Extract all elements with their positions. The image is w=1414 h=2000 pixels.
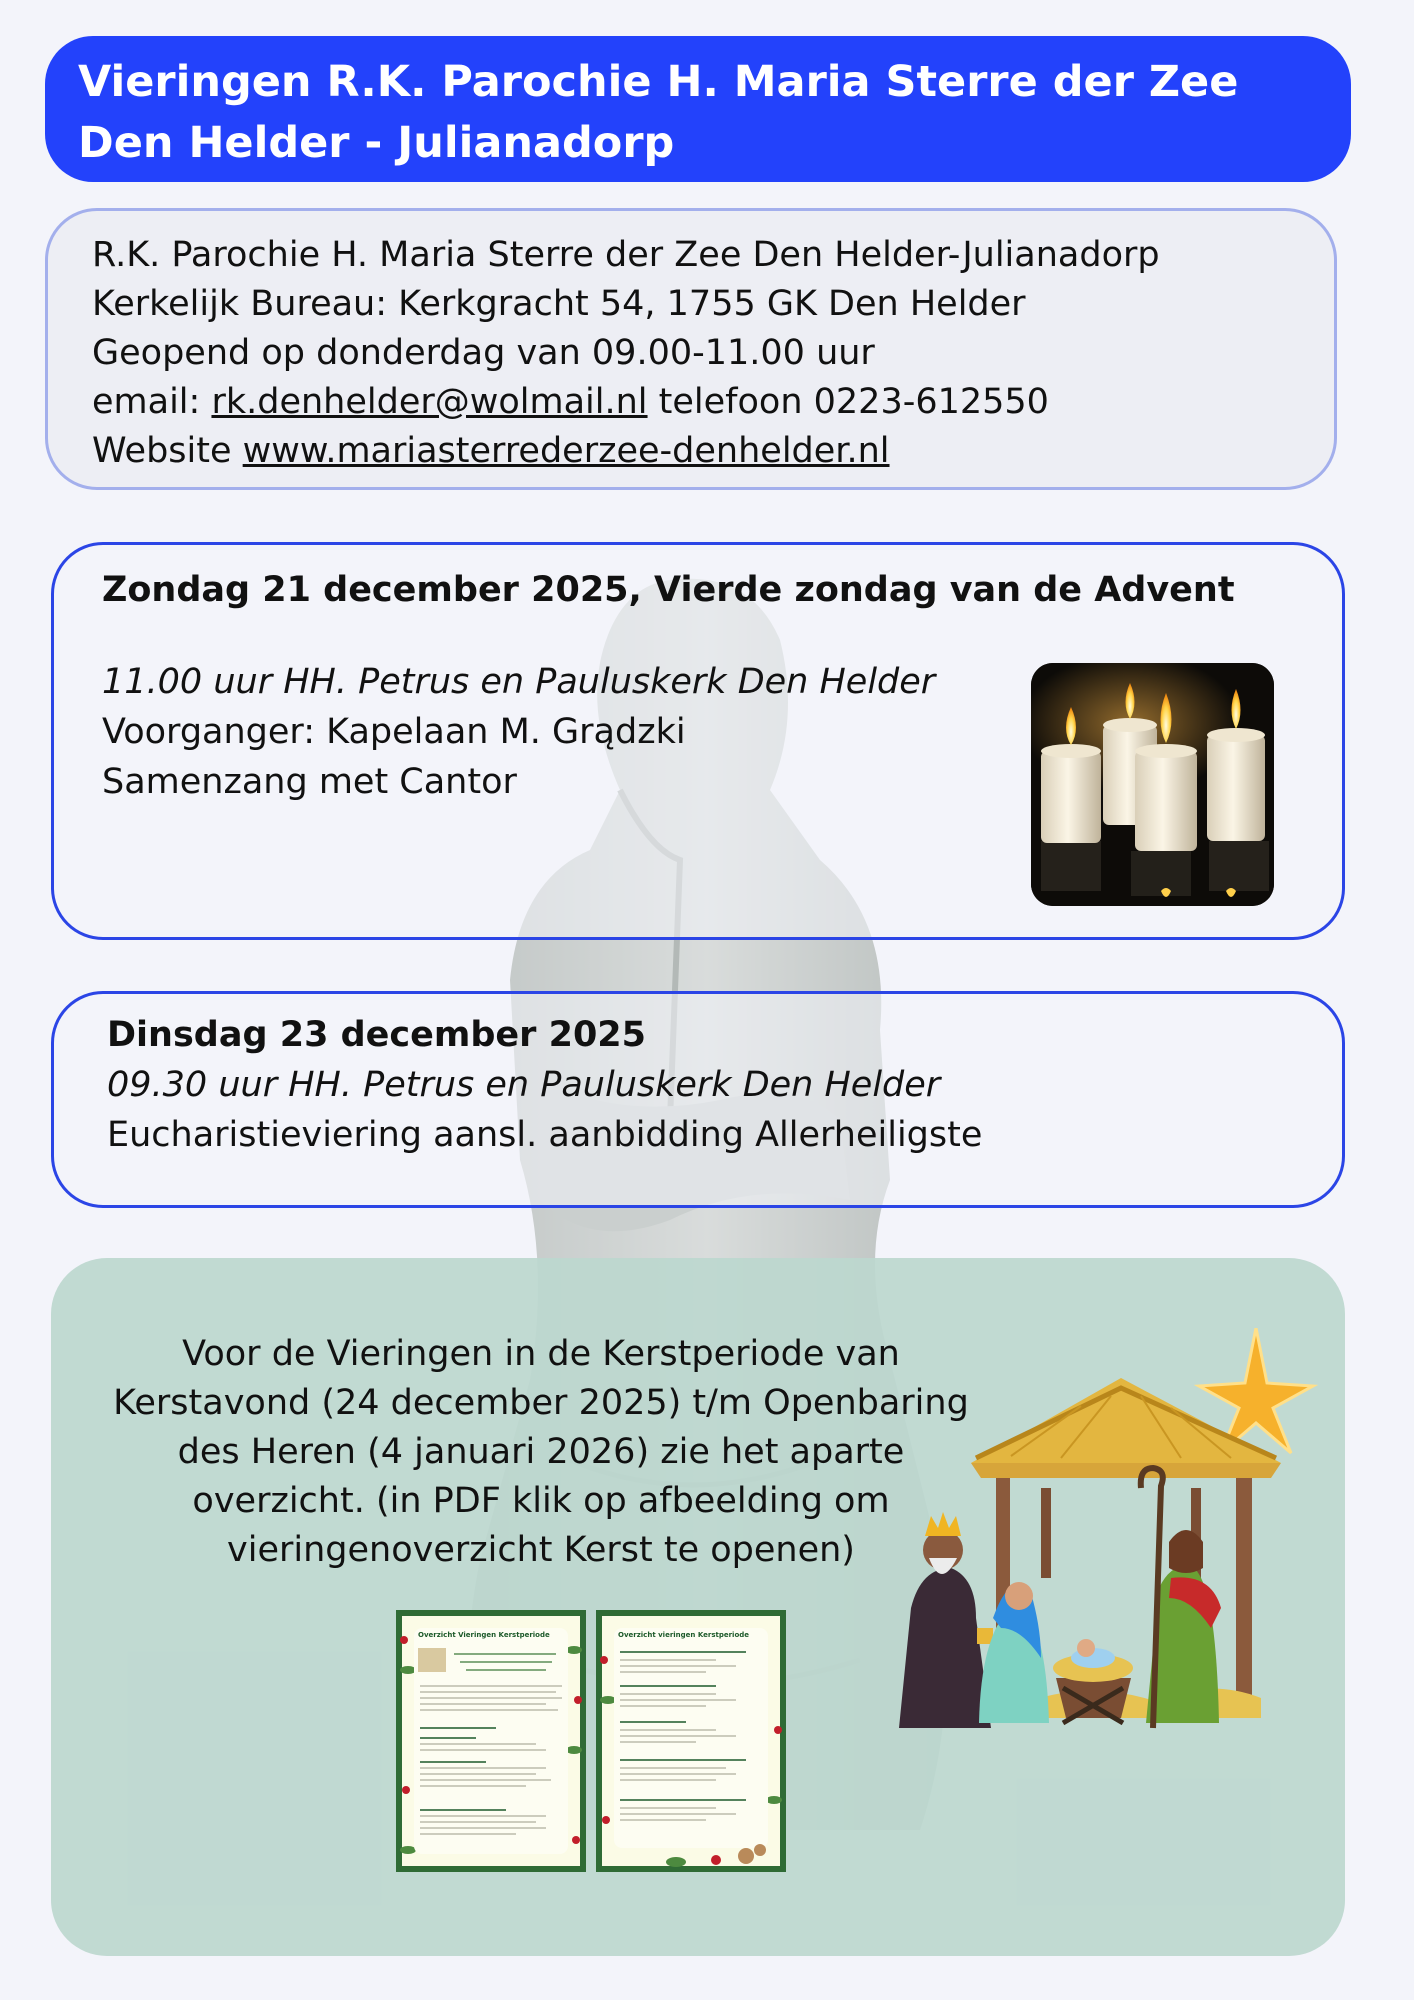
email-label: email: <box>92 382 212 422</box>
event-description: Eucharistieviering aansl. aanbidding Allerheiligste <box>107 1115 983 1155</box>
christmas-overview-panel <box>51 1258 1345 1956</box>
christmas-schedule-thumbnail-2[interactable] <box>596 1610 786 1872</box>
office-hours: Geopend op donderdag van 09.00-11.00 uur <box>92 333 875 373</box>
event-time-place: 11.00 uur HH. Petrus en Pauluskerk Den Helder <box>102 662 936 702</box>
office-address: Kerkelijk Bureau: Kerkgracht 54, 1755 GK Den Helder <box>92 284 1026 324</box>
christmas-notice-line: Kerstavond (24 december 2025) t/m Openbaring <box>113 1383 969 1423</box>
event-card-sunday <box>51 542 1345 940</box>
page-header <box>45 36 1351 182</box>
christmas-notice-line: vieringenoverzicht Kerst te openen) <box>227 1530 855 1570</box>
event-leader: Voorganger: Kapelaan M. Grądzki <box>102 712 686 752</box>
phone-number: telefoon 0223-612550 <box>647 382 1049 422</box>
website-line <box>92 427 1290 476</box>
christmas-schedule-thumbnail-1[interactable] <box>396 1610 586 1872</box>
email-link[interactable]: rk.denhelder@wolmail.nl <box>211 382 648 422</box>
event-music: Samenzang met Cantor <box>102 762 517 802</box>
header-title-line2: Den Helder - Julianadorp <box>78 118 675 168</box>
thumbnail-title: Overzicht vieringen Kerstperiode <box>618 1631 750 1639</box>
nativity-scene-icon <box>881 1328 1331 1758</box>
event-time-place: 09.30 uur HH. Petrus en Pauluskerk Den Helder <box>107 1065 941 1105</box>
christmas-notice-line: des Heren (4 januari 2026) zie het aparte <box>177 1432 905 1472</box>
christmas-notice-line: Voor de Vieringen in de Kerstperiode van <box>182 1334 900 1374</box>
parish-name: R.K. Parochie H. Maria Sterre der Zee Den Helder-Julianadorp <box>92 235 1160 275</box>
email-phone-line <box>92 378 1290 427</box>
thumbnail-title: Overzicht Vieringen Kerstperiode <box>418 1631 550 1639</box>
website-link[interactable]: www.mariasterrederzee-denhelder.nl <box>242 431 890 471</box>
parish-contact-info <box>45 208 1337 490</box>
event-title: Dinsdag 23 december 2025 <box>107 1015 646 1055</box>
christmas-notice-line: overzicht. (in PDF klik op afbeelding om <box>192 1481 890 1521</box>
advent-candles-icon <box>1031 663 1274 906</box>
event-title: Zondag 21 december 2025, Vierde zondag van de Advent <box>102 570 1235 610</box>
event-card-tuesday <box>51 991 1345 1208</box>
header-title-line1: Vieringen R.K. Parochie H. Maria Sterre der Zee <box>78 57 1239 107</box>
website-label: Website <box>92 431 243 471</box>
